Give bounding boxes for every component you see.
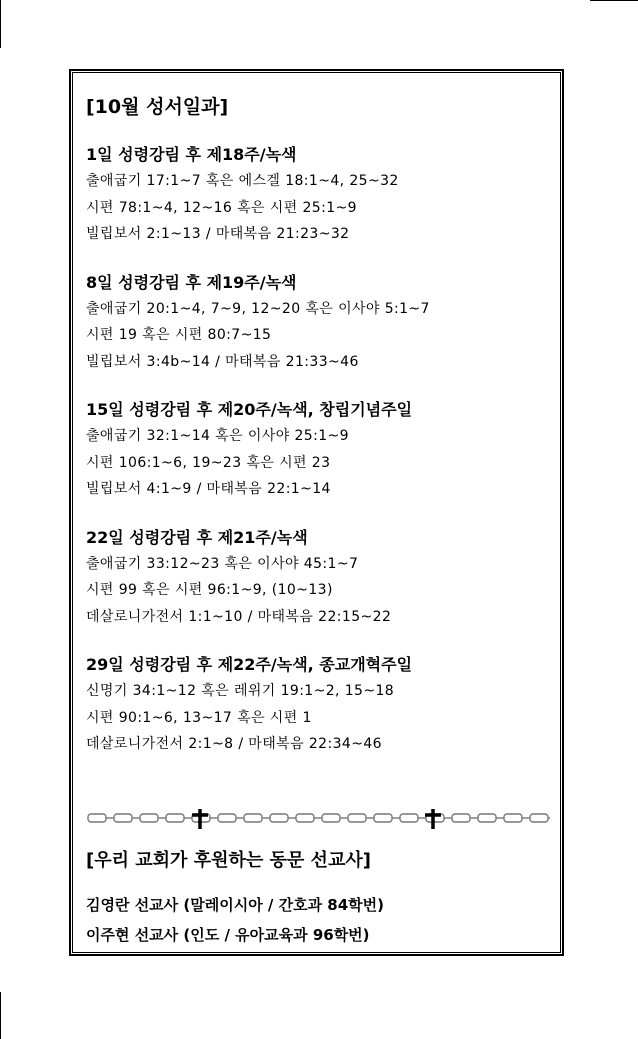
chain-link	[166, 814, 184, 822]
chain-link	[504, 814, 522, 822]
chain-link	[88, 814, 106, 822]
reading-line: 시편 78:1~4, 12~16 혹은 시편 25:1~9	[86, 199, 357, 216]
week-heading: 8일 성령강림 후 제19주/녹색	[86, 272, 297, 292]
reading-line: 출애굽기 32:1~14 혹은 이사야 25:1~9	[86, 428, 349, 444]
reading-line: 빌립보서 3:4b~14 / 마태복음 21:33~46	[86, 353, 359, 370]
chain-link	[296, 814, 314, 822]
lectionary-section	[86, 92, 546, 780]
reading-line: 출애굽기 20:1~4, 7~9, 12~20 혹은 이사야 5:1~7	[86, 300, 430, 317]
crop-mark-top-left	[0, 0, 1, 48]
reading-line: 시편 19 혹은 시편 80:7~15	[86, 327, 272, 343]
chain-link	[452, 814, 470, 822]
missionaries-section	[86, 846, 546, 950]
page-title: [10월 성서일과]	[86, 96, 229, 118]
reading-line: 시편 90:1~6, 13~17 혹은 시편 1	[86, 709, 312, 726]
week-heading: 22일 성령강림 후 제21주/녹색	[86, 527, 308, 547]
reading-line: 출애굽기 33:12~23 혹은 이사야 45:1~7	[86, 555, 359, 572]
week-entry	[86, 142, 546, 248]
chain-link	[218, 814, 236, 822]
week-heading: 15일 성령강림 후 제20주/녹색, 창립기념주일	[86, 400, 413, 419]
crop-mark-bottom-left	[0, 992, 1, 1039]
week-entry	[86, 270, 546, 376]
week-entry	[86, 397, 546, 503]
missionary-entry: 이주현 선교사 (인도 / 유아교육과 96학번)	[86, 926, 370, 944]
reading-line: 신명기 34:1~12 혹은 레위기 19:1~2, 15~18	[86, 683, 395, 699]
cross-chain-divider	[86, 806, 550, 830]
crop-mark-top-right	[590, 0, 638, 1]
chain-link	[478, 814, 496, 822]
reading-line: 빌립보서 2:1~13 / 마태복음 21:23~32	[86, 226, 350, 242]
chain-link	[530, 814, 548, 822]
week-entry	[86, 525, 546, 631]
week-heading: 1일 성령강림 후 제18주/녹색	[86, 145, 297, 164]
reading-line: 빌립보서 4:1~9 / 마태복음 22:1~14	[86, 481, 331, 497]
reading-line: 시편 106:1~6, 19~23 혹은 시편 23	[86, 454, 331, 471]
cross-icon	[425, 809, 441, 829]
chain-link	[114, 814, 132, 822]
chain-link	[244, 814, 262, 822]
chain-link	[270, 814, 288, 822]
week-heading: 29일 성령강림 후 제22주/녹색, 종교개혁주일	[86, 655, 413, 674]
week-entry	[86, 652, 546, 758]
reading-line: 데살로니가전서 2:1~8 / 마태복음 22:34~46	[86, 736, 382, 752]
chain-link	[374, 814, 392, 822]
missionary-entry: 김영란 선교사 (말레이시아 / 간호과 84학번)	[86, 896, 385, 914]
cross-icon	[192, 809, 208, 829]
chain-link	[322, 814, 340, 822]
chain-link	[348, 814, 366, 822]
reading-line: 데살로니가전서 1:1~10 / 마태복음 22:15~22	[86, 608, 392, 625]
reading-line: 시편 99 혹은 시편 96:1~9, (10~13)	[86, 582, 333, 598]
chain-link	[400, 814, 418, 822]
reading-line: 출애굽기 17:1~7 혹은 에스겔 18:1~4, 25~32	[86, 173, 399, 189]
missions-heading: [우리 교회가 후원하는 동문 선교사]	[86, 850, 371, 871]
chain-link	[140, 814, 158, 822]
